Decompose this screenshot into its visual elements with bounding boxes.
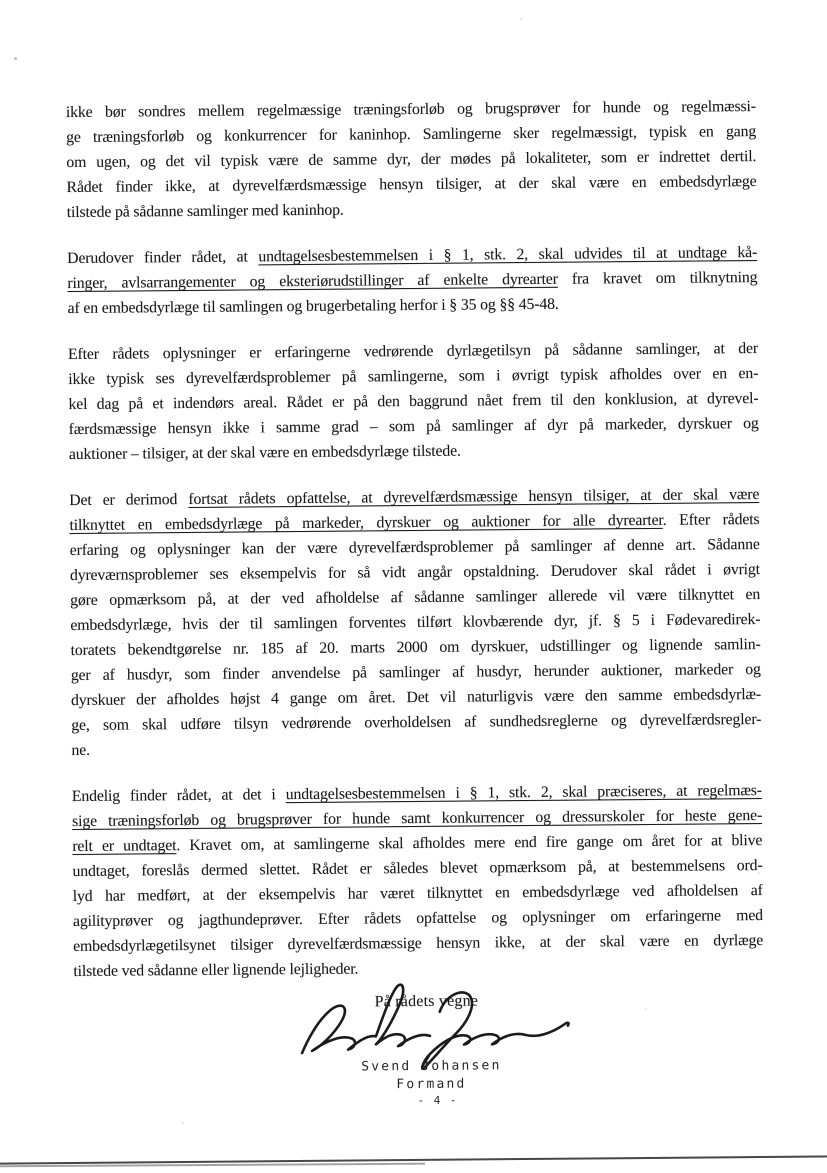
scan-speck [520, 18, 522, 20]
plain-text: færdsmæssige hensyn ikke i samme grad – som på samlinger af dyr på markeder, dyrskuer og [68, 414, 759, 439]
page-number: - 4 - [417, 1093, 459, 1107]
plain-text: lyd har medført, at der eksempelvis har været tilknyttet en embedsdyrlæge ved afholdelsen af [72, 881, 763, 905]
scan-speck [262, 918, 264, 920]
plain-text: Det er derimod [69, 490, 189, 510]
text-line [69, 436, 759, 467]
underlined-text: undtagelsesbestemmelsen i § 1, stk. 2, skal præciseres, at regelmæs- [285, 781, 762, 804]
paragraph [69, 482, 761, 763]
plain-text: ne. [71, 741, 90, 759]
underlined-text: relt er undtaget [72, 837, 177, 855]
text-line [67, 194, 757, 225]
plain-text: tilstede på sådanne samlinger med kaninhop. [66, 201, 344, 222]
underlined-text: fortsat rådets opfattelse, at dyrevelfærdsmæssige hensyn tilsiger, at der skal være [188, 485, 760, 508]
plain-text: gøre opmærksom på, at der ved afholdelse af sådanne samlinger allerede vil være tilknyttet en [70, 585, 761, 609]
document-body [66, 94, 764, 1005]
plain-text: ikke bør sondres mellem regelmæssige træningsforløb og brugsprøver for hunde og regelmæssi- [65, 97, 756, 122]
plain-text: . Kravet om, at samlingerne skal afholdes mere end fire gange om året for at blive [176, 831, 763, 855]
scan-speck [702, 252, 704, 254]
paragraph [67, 240, 758, 321]
plain-text: auktioner – tilsiger, at der skal være en embedsdyrlæge tilstede. [68, 442, 461, 464]
plain-text: fra kravet om tilknytning [557, 268, 758, 288]
plain-text: kel dag på et indendørs areal. Rådet er på den baggrund nået frem til den konklusion, at dyrevel- [68, 389, 759, 414]
scan-speck [122, 642, 124, 644]
scan-speck [645, 1008, 647, 1010]
plain-text: embedsdyrlæge, hvis der til samlingen forventes tilført klovbærende dyr, jf. § 5 i Fødevaredirek- [70, 610, 761, 634]
underlined-text: ringer, avlsarrangementer og eksteriørudstillinger af enkelte dyrearter [67, 270, 558, 293]
plain-text: embedsdyrlægetilsynet tilsiger dyrevelfærdsmæssige hensyn ikke, at der skal være en dyrlæge [73, 931, 764, 955]
scan-speck [758, 872, 760, 874]
paragraph [66, 94, 757, 225]
plain-text: Derudover finder rådet, at [67, 248, 259, 268]
plain-text: agilityprøver og jagthundeprøver. Efter rådets opfattelse og oplysninger om erfaringerne med [72, 906, 763, 930]
plain-text: ikke typisk ses dyrevelfærdsproblemer på samlingerne, som i øvrigt typisk afholdes over en en- [68, 364, 759, 389]
plain-text: ger af husdyr, som finder anvendelse på samlinger af husdyr, herunder auktioner, markeder og [70, 660, 761, 684]
paragraph [68, 336, 759, 467]
plain-text: om ugen, og det vil typisk være de samme dyr, der mødes på lokaliteter, som er indrettet dertil. [66, 147, 757, 172]
paragraph [72, 778, 764, 984]
plain-text: . Efter rådets [662, 510, 760, 529]
on-behalf-text: På rådets vegne [374, 992, 479, 1011]
plain-text: toratets bekendtgørelse nr. 185 af 20. marts 2000 om dyrskuer, udstillinger og lignende samlin- [70, 635, 761, 659]
plain-text: tilstede ved sådanne eller lignende lejligheder. [73, 960, 359, 980]
underlined-text: tilknyttet en embedsdyrlæge på markeder, dyrskuer og auktioner for alle dyrearter [69, 511, 663, 534]
underlined-text: undtagelsesbestemmelsen i § 1, stk. 2, skal udvides til at undtage kå- [258, 243, 758, 266]
plain-text: Efter rådets oplysninger er erfaringerne vedrørende dyrlægetilsyn på sådanne samlinger, at der [67, 339, 759, 364]
scan-speck [182, 1122, 184, 1124]
signer-name: Svend Johansen [361, 1058, 502, 1075]
plain-text: Endelig finder rådet, at det i [71, 786, 286, 805]
scan-speck [14, 57, 17, 60]
underlined-text: sige træningsforløb og brugsprøver for hunde samt konkurrencer og dressurskoler for heste gene- [71, 806, 763, 830]
plain-text: Rådet finder ikke, at dyrevelfærdsmæssige hensyn tilsiger, at der skal være en embedsdyrlæge [66, 172, 757, 197]
plain-text: ge træningsforløb og konkurrencer for kaninhop. Samlingerne sker regelmæssigt, typisk en gang [66, 122, 757, 147]
plain-text: dyrskuer der afholdes højst 4 gange om året. Det vil naturligvis være den samme embedsdyrlæ- [70, 685, 762, 709]
plain-text: dyreværnsproblemer ses eksempelvis for så vidt angår opstaldning. Derudover skal rådet i øvrigt [69, 560, 760, 584]
signer-role: Formand [396, 1076, 467, 1093]
text-line [67, 290, 757, 321]
plain-text: undtaget, foreslås dermed slettet. Rådet er således blevet opmærksom på, at bestemmelsens ord- [72, 856, 763, 880]
plain-text: erfaring og oplysninger kan der være dyrevelfærdsproblemer på samlinger af denne art. Sådanne [69, 535, 760, 559]
plain-text: ge, som skal udføre tilsyn vedrørende overholdelsen af sundhedsreglerne og dyrevelfærdsregler- [71, 710, 762, 734]
plain-text: af en embedsdyrlæge til samlingen og brugerbetaling herfor i § 35 og §§ 45-48. [67, 295, 559, 318]
